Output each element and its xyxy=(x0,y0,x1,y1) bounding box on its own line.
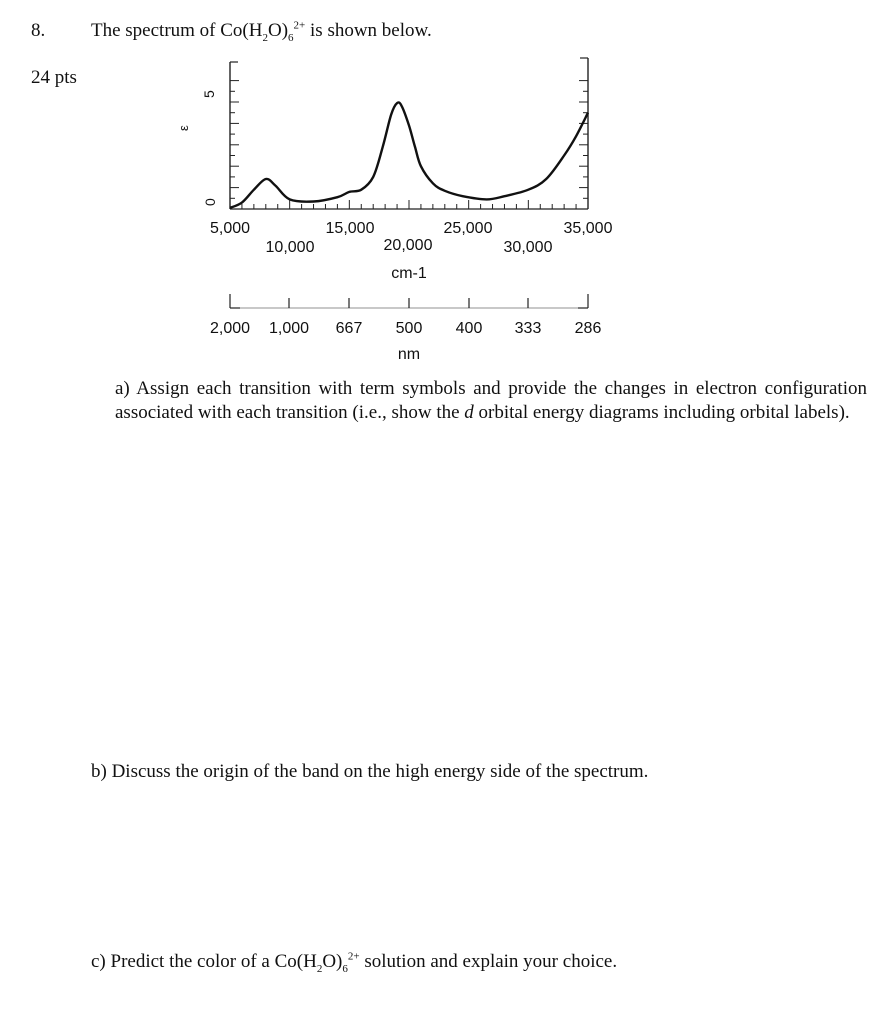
x-tick-10000: 10,000 xyxy=(265,239,315,256)
part-a-text xyxy=(115,377,867,425)
nm-tick-667: 667 xyxy=(335,320,363,337)
part-c-charge: 2+ xyxy=(347,950,360,963)
x-tick-35000: 35,000 xyxy=(563,220,613,237)
part-c-mid: O) xyxy=(322,951,343,972)
x-tick-25000: 25,000 xyxy=(443,220,493,237)
y-tick-0: 0 xyxy=(202,198,218,206)
part-c-prefix: c) Predict the color of a Co(H xyxy=(91,951,317,972)
part-c-sub-2: 2 xyxy=(316,962,323,975)
nm-tick-400: 400 xyxy=(455,320,483,337)
nm-tick-286: 286 xyxy=(574,320,602,337)
title-charge: 2+ xyxy=(293,19,306,32)
x-tick-30000: 30,000 xyxy=(503,239,553,256)
question-number: 8. xyxy=(31,20,46,41)
nm-tick-1000: 1,000 xyxy=(268,320,310,337)
title-mid: O) xyxy=(267,20,289,41)
part-b-text: b) Discuss the origin of the band on the high energy side of the spectrum. xyxy=(91,761,649,782)
part-a-text-start: a) Assign each transition with term symbols and provide the changes in electron configuration associated with each transition (i.e., show the xyxy=(115,378,867,423)
part-c-sub-6: 6 xyxy=(342,962,348,975)
nm-axis xyxy=(230,294,588,308)
part-c-suffix: solution and explain your choice. xyxy=(359,951,618,972)
part-a-d-letter: d xyxy=(464,402,474,423)
absorption-spectrum-chart xyxy=(0,0,896,380)
x-tick-15000: 15,000 xyxy=(325,220,375,237)
y-tick-5: 5 xyxy=(201,90,217,98)
nm-tick-333: 333 xyxy=(514,320,542,337)
nm-tick-500: 500 xyxy=(395,320,423,337)
question-points: 24 pts xyxy=(31,67,77,88)
part-c-text xyxy=(91,951,617,973)
nm-tick-2000: 2,000 xyxy=(209,320,251,337)
chart-minor-ticks xyxy=(230,81,588,209)
title-suffix: is shown below. xyxy=(305,20,432,41)
x-axis-label-wavenumber: cm-1 xyxy=(391,265,427,282)
x-axis-label-nm: nm xyxy=(397,346,421,363)
spectrum-curve xyxy=(230,102,588,207)
x-tick-5000: 5,000 xyxy=(209,220,251,237)
title-sub-2: 2 xyxy=(262,31,268,44)
title-sub-6: 6 xyxy=(288,31,294,44)
part-a-text-end: orbital energy diagrams including orbital labels). xyxy=(473,402,850,423)
y-axis-label: ε xyxy=(176,125,191,131)
title-prefix: The spectrum of Co(H xyxy=(91,20,263,41)
x-tick-20000: 20,000 xyxy=(383,237,433,254)
